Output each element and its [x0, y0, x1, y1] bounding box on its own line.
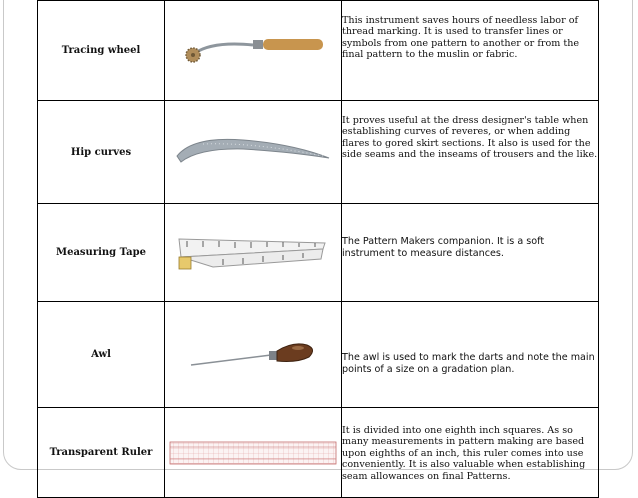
tool-name: Measuring Tape	[38, 204, 165, 302]
tool-description: The Pattern Makers companion. It is a soft instrument to measure distances.	[342, 204, 599, 302]
table-row	[38, 101, 599, 204]
table-row	[38, 302, 599, 408]
tool-description: It proves useful at the dress designer's table when establishing curves of reveres, or when adding flares to gored skirt sections. It also is used for the side seams and the inseams of trousers and the like.	[342, 101, 599, 204]
table-row	[38, 204, 599, 302]
tool-image	[165, 1, 342, 101]
tool-image	[165, 101, 342, 204]
tool-name: Awl	[38, 302, 165, 408]
tool-description: The awl is used to mark the darts and note the main points of a size on a gradation plan.	[342, 302, 599, 408]
tool-name: Tracing wheel	[38, 1, 165, 101]
tool-name: Hip curves	[38, 101, 165, 204]
table-row	[38, 1, 599, 101]
tool-image	[165, 204, 342, 302]
measuring-tape-icon	[173, 233, 333, 273]
transparent-ruler-icon	[168, 438, 338, 468]
tool-description: It is divided into one eighth inch squares. As so many measurements in pattern making are based upon eighths of an inch, this ruler comes into use conveniently. It is also valuable when establishing seam allowances on final Patterns.	[342, 408, 599, 498]
awl-icon	[173, 335, 333, 375]
hip-curve-icon	[173, 132, 333, 172]
tools-table	[37, 0, 599, 498]
tool-image	[165, 302, 342, 408]
table-row	[38, 408, 599, 498]
tool-name: Transparent Ruler	[38, 408, 165, 498]
tracing-wheel-icon	[173, 31, 333, 71]
tool-image	[165, 408, 342, 498]
tool-description: This instrument saves hours of needless labor of thread marking. It is used to transfer lines or symbols from one pattern to another or from the final pattern to the muslin or fabric.	[342, 1, 599, 101]
